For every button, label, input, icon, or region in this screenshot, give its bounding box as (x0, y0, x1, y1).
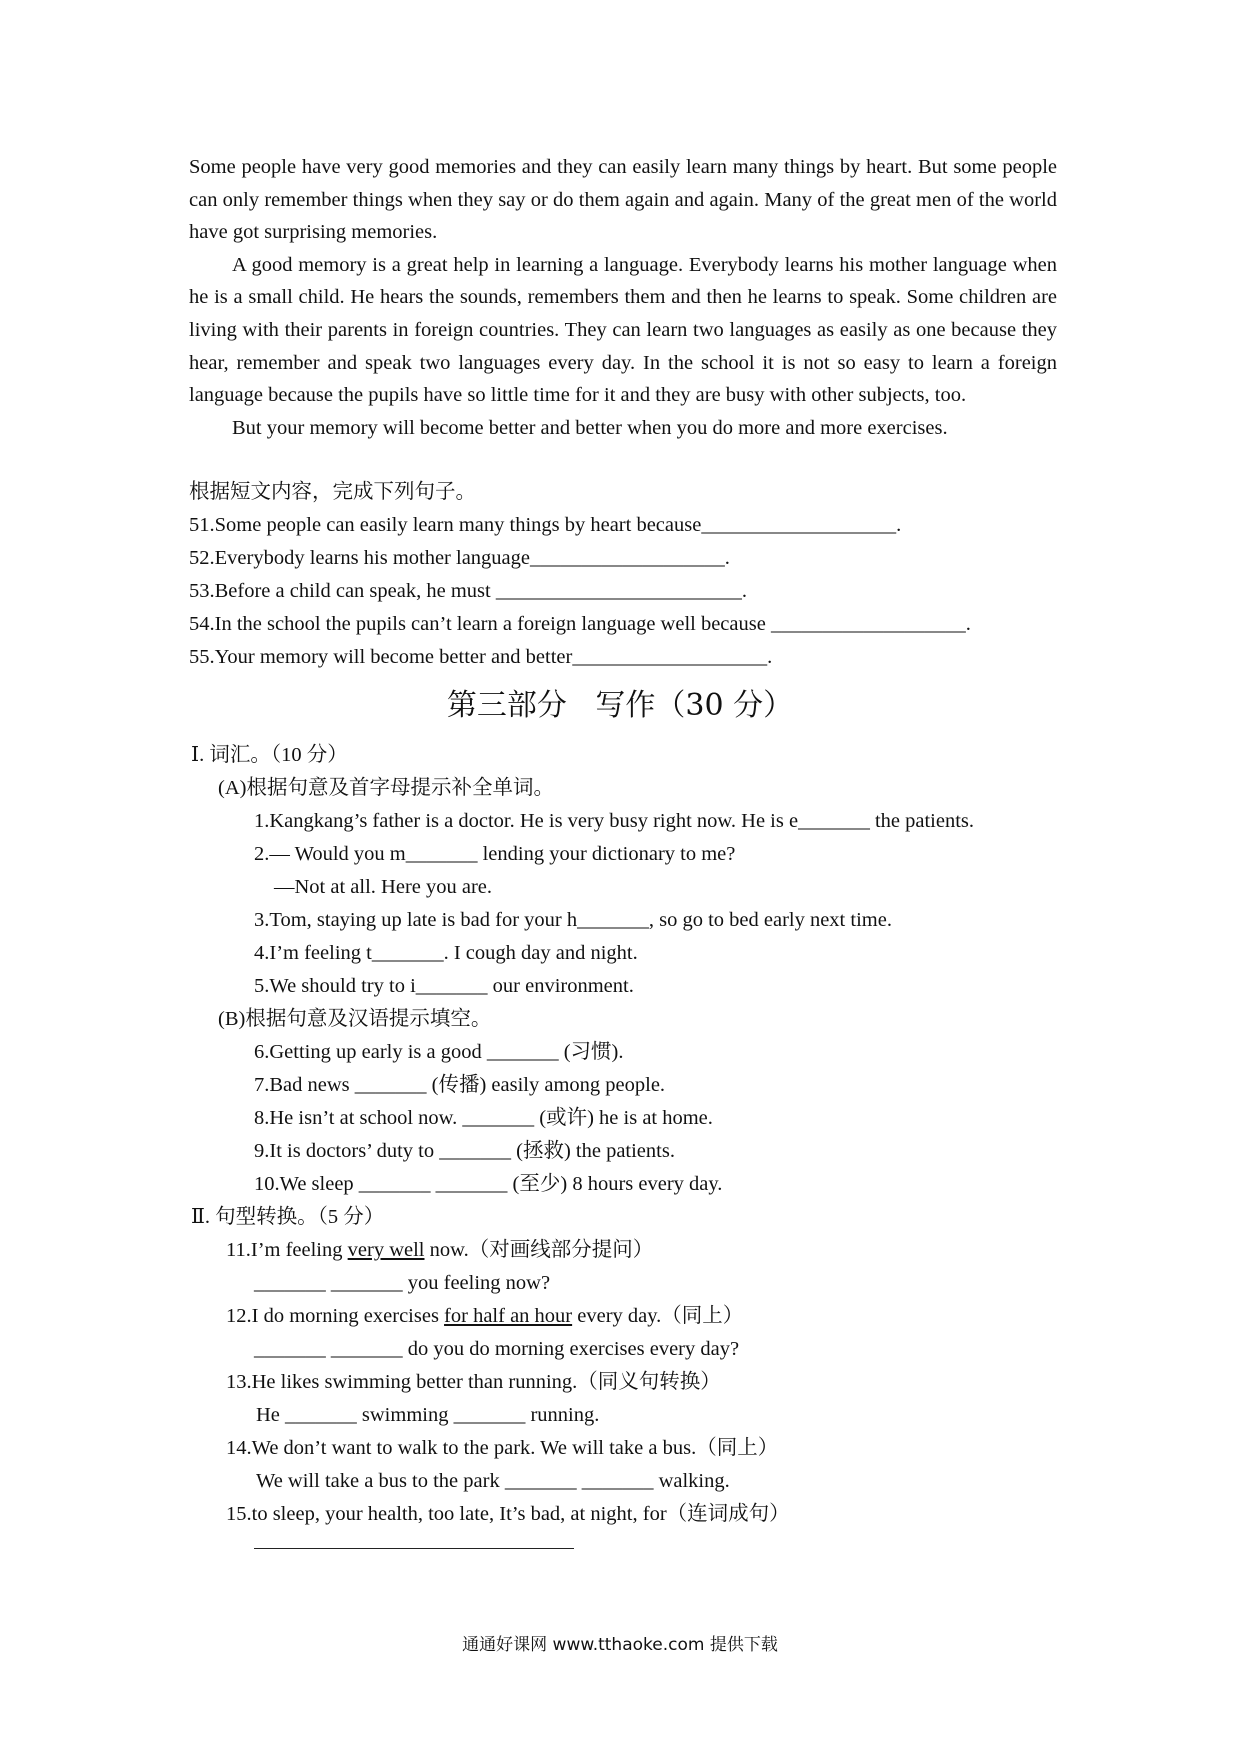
vocab-item-3: 3.Tom, staying up late is bad for your h_______, so go to bed early next time. (254, 909, 892, 931)
transform-answer-14: We will take a bus to the park _______ _______ walking. (256, 1470, 730, 1492)
vocab-item-6: 6.Getting up early is a good _______ (习惯). (254, 1041, 624, 1063)
passage-paragraph-3: But your memory will become better and better when you do more and more exercises. (232, 416, 948, 439)
vocab-item-9: 9.It is doctors’ duty to _______ (拯救) the patients. (254, 1140, 675, 1162)
transform-question-11 (226, 1238, 653, 1262)
page-footer: 通通好课网 www.tthaoke.com 提供下载 (462, 1635, 778, 1655)
transform-question-15: 15.to sleep, your health, too late, It’s bad, at night, for（连词成句） (226, 1503, 790, 1525)
reading-passage (189, 151, 1057, 444)
vocab-item-2: 2.— Would you m_______ lending your dictionary to me? (254, 843, 736, 865)
q11-text-after: now.（对画线部分提问） (424, 1239, 654, 1261)
question-52: 52.Everybody learns his mother language___________________. (189, 547, 730, 569)
passage-paragraph-2: A good memory is a great help in learning a language. Everybody learns his mother language when he is a small child. He hears the sounds, remembers them and then he learns to speak. Some children are living with their parents in foreign countries. They can learn two languages as easily as one because they hear, remember and speak two languages every day. In the school it is not so easy to learn a foreign language because the pupils have so little time for it and they are busy with other subjects, too. (189, 253, 1057, 407)
transform-question-13: 13.He likes swimming better than running.（同义句转换） (226, 1371, 721, 1393)
q12-text-after: every day.（同上） (572, 1305, 744, 1327)
vocab-item-1: 1.Kangkang’s father is a doctor. He is very busy right now. He is e_______ the patients. (254, 810, 975, 832)
vocab-section-title: Ⅰ. 词汇。（10 分） (191, 744, 348, 766)
vocab-item-7: 7.Bad news _______ (传播) easily among people. (254, 1074, 666, 1096)
vocab-item-10: 10.We sleep _______ _______ (至少) 8 hours every day. (254, 1173, 723, 1195)
vocab-item-8: 8.He isn’t at school now. _______ (或许) he is at home. (254, 1107, 713, 1129)
question-53: 53.Before a child can speak, he must ________________________. (189, 580, 747, 602)
answer-line-15 (254, 1548, 574, 1549)
passage-paragraph-1: Some people have very good memories and they can easily learn many things by heart. But some people can only remember things when they say or do them again and again. Many of the great men of the world have got surprising memories. (189, 156, 1057, 244)
section-heading: 第三部分 写作（30 分） (446, 688, 794, 723)
q12-text-before: 12.I do morning exercises (226, 1305, 445, 1327)
vocab-item-4: 4.I’m feeling t_______. I cough day and night. (254, 942, 638, 964)
transform-question-14: 14.We don’t want to walk to the park. We will take a bus.（同上） (226, 1437, 779, 1459)
transform-answer-12: _______ _______ do you do morning exercises every day? (254, 1338, 740, 1360)
transform-question-12 (226, 1304, 743, 1328)
transform-answer-13: He _______ swimming _______ running. (256, 1404, 600, 1426)
q11-underlined-part: very well (347, 1239, 425, 1261)
q11-text-before: 11.I’m feeling (226, 1239, 348, 1261)
question-54: 54.In the school the pupils can’t learn a foreign language well because ___________________. (189, 613, 971, 635)
question-51: 51.Some people can easily learn many things by heart because___________________. (189, 514, 902, 536)
transform-section-title: Ⅱ. 句型转换。（5 分） (191, 1206, 385, 1228)
reading-instruction: 根据短文内容，完成下列句子。 (189, 481, 476, 503)
vocab-part-b-title: (B)根据句意及汉语提示填空。 (218, 1008, 492, 1030)
question-55: 55.Your memory will become better and better___________________. (189, 646, 773, 668)
vocab-part-a-title: (A)根据句意及首字母提示补全单词。 (218, 777, 554, 799)
vocab-item-5: 5.We should try to i_______ our environment. (254, 975, 634, 997)
q12-underlined-part: for half an hour (444, 1305, 573, 1327)
transform-answer-11: _______ _______ you feeling now? (254, 1272, 551, 1294)
vocab-item-2-reply: —Not at all. Here you are. (274, 876, 493, 898)
